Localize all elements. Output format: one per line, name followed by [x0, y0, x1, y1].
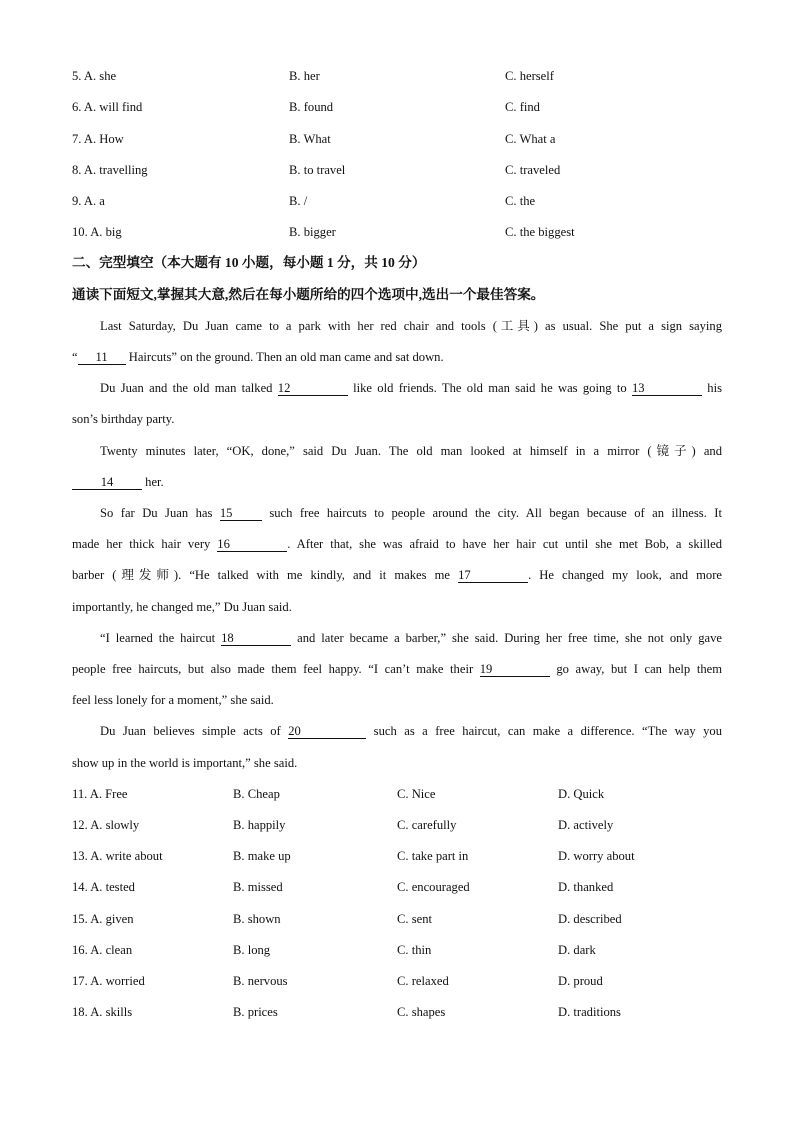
option-d: D. traditions [558, 1005, 621, 1019]
question-8-options [0, 161, 794, 179]
question-17-options [0, 972, 794, 990]
option-b: B. shown [233, 912, 281, 926]
question-6-options [0, 98, 794, 116]
blank-19: 19 [480, 662, 550, 677]
option-c: C. traveled [505, 163, 561, 177]
option-b: B. her [289, 69, 320, 83]
passage-line: barber (理发师). “He talked with me kindly, and it makes me 17 . He changed my look, and more [72, 568, 722, 582]
passage-line: made her thick hair very 16 . After that, she was afraid to have her hair cut until she met Bob, a skilled [72, 537, 722, 551]
option-b: B. missed [233, 880, 283, 894]
option-c: C. thin [397, 943, 432, 957]
question-9-options [0, 192, 794, 210]
passage-line: “I learned the haircut 18 and later became a barber,” she said. During her free time, she not only gave [100, 631, 722, 645]
passage-line: people free haircuts, but also made them feel happy. “I can’t make their 19 go away, but I can help them [72, 662, 722, 676]
option-c: C. relaxed [397, 974, 449, 988]
option-d: D. worry about [558, 849, 635, 863]
option-c: C. sent [397, 912, 432, 926]
option-a: 7. A. How [72, 132, 124, 146]
option-b: B. bigger [289, 225, 336, 239]
passage-line: So far Du Juan has 15 such free haircuts to people around the city. All began because of an illness. It [100, 506, 722, 520]
option-a: 11. A. Free [72, 787, 128, 801]
option-a: 5. A. she [72, 69, 117, 83]
section-instruction: 通读下面短文,掌握其大意,然后在每小题所给的四个选项中,选出一个最佳答案。 [72, 287, 545, 302]
option-d: D. thanked [558, 880, 614, 894]
option-b: B. happily [233, 818, 286, 832]
option-d: D. Quick [558, 787, 605, 801]
option-a: 14. A. tested [72, 880, 135, 894]
option-d: D. dark [558, 943, 596, 957]
question-15-options [0, 910, 794, 928]
option-a: 17. A. worried [72, 974, 145, 988]
blank-15: 15 [220, 506, 262, 521]
option-b: B. prices [233, 1005, 278, 1019]
option-c: C. What a [505, 132, 556, 146]
option-a: 15. A. given [72, 912, 134, 926]
option-a: 16. A. clean [72, 943, 133, 957]
question-10-options [0, 223, 794, 241]
option-b: B. found [289, 100, 334, 114]
blank-13: 13 [632, 381, 702, 396]
option-a: 10. A. big [72, 225, 122, 239]
option-c: C. encouraged [397, 880, 470, 894]
question-18-options [0, 1003, 794, 1021]
question-11-options [0, 785, 794, 803]
option-c: C. Nice [397, 787, 436, 801]
option-b: B. Cheap [233, 787, 280, 801]
question-7-options [0, 130, 794, 148]
passage-line: “ 11 Haircuts” on the ground. Then an old man came and sat down. [72, 350, 444, 364]
option-c: C. the [505, 194, 536, 208]
option-c: C. find [505, 100, 540, 114]
passage-line: Du Juan believes simple acts of 20 such as a free haircut, can make a difference. “The way you [100, 724, 722, 738]
blank-14: 14 [72, 475, 142, 490]
option-a: 6. A. will find [72, 100, 143, 114]
option-b: B. nervous [233, 974, 288, 988]
blank-12: 12 [278, 381, 348, 396]
option-d: D. actively [558, 818, 614, 832]
passage-line: Twenty minutes later, “OK, done,” said Du Juan. The old man looked at himself in a mirror (镜子) and [100, 444, 722, 458]
option-a: 18. A. skills [72, 1005, 133, 1019]
option-b: B. long [233, 943, 271, 957]
question-5-options [0, 67, 794, 85]
passage-line: son’s birthday party. [72, 412, 175, 426]
option-b: B. to travel [289, 163, 346, 177]
option-c: C. herself [505, 69, 554, 83]
question-12-options [0, 816, 794, 834]
option-c: C. the biggest [505, 225, 575, 239]
option-d: D. proud [558, 974, 603, 988]
option-a: 8. A. travelling [72, 163, 148, 177]
option-c: C. carefully [397, 818, 457, 832]
option-a: 13. A. write about [72, 849, 163, 863]
option-c: C. take part in [397, 849, 469, 863]
section-heading: 二、完型填空（本大题有 10 小题，每小题 1 分，共 10 分） [72, 255, 426, 270]
blank-16: 16 [217, 537, 287, 552]
question-13-options [0, 847, 794, 865]
option-b: B. What [289, 132, 331, 146]
option-b: B. make up [233, 849, 291, 863]
passage-line: 14 her. [72, 473, 722, 491]
blank-11: 11 [78, 350, 126, 365]
question-14-options [0, 878, 794, 896]
blank-18: 18 [221, 631, 291, 646]
question-16-options [0, 941, 794, 959]
passage-line: feel less lonely for a moment,” she said. [72, 693, 274, 707]
passage-line: show up in the world is important,” she said. [72, 756, 298, 770]
option-b: B. / [289, 194, 308, 208]
blank-20: 20 [288, 724, 366, 739]
passage-line: Last Saturday, Du Juan came to a park with her red chair and tools (工具) as usual. She put a sign saying [100, 319, 722, 333]
blank-17: 17 [458, 568, 528, 583]
option-a: 9. A. a [72, 194, 105, 208]
option-a: 12. A. slowly [72, 818, 140, 832]
passage-line: Du Juan and the old man talked 12 like old friends. The old man said he was going to 13 his [100, 381, 722, 395]
option-d: D. described [558, 912, 622, 926]
option-c: C. shapes [397, 1005, 446, 1019]
passage-line: importantly, he changed me,” Du Juan said. [72, 600, 292, 614]
